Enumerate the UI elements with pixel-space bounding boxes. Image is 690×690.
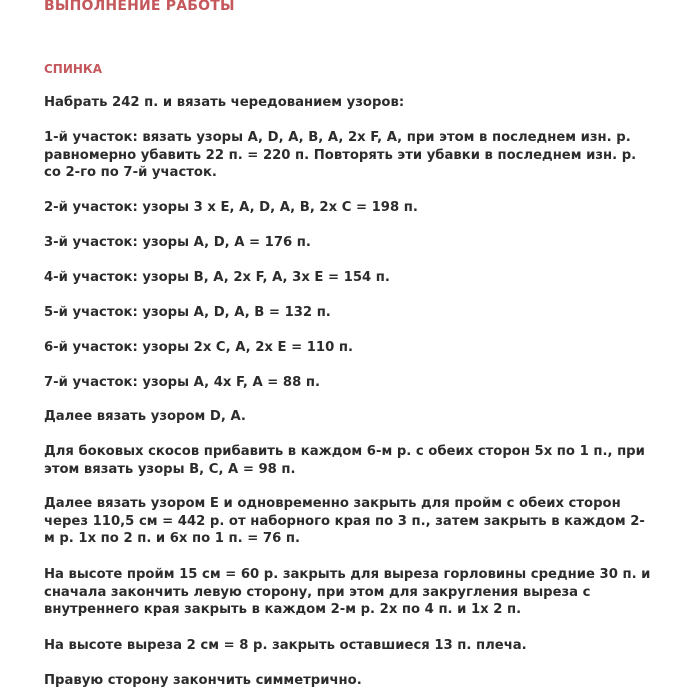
paragraph-neckline: На высоте пройм 15 см = 60 р. закрыть для выреза горловины средние 30 п. и сначала закончить левую сторону, при этом для закругления выреза с внутреннего края закрыть в каждом 2-м р. 2x по 4 п. и 1x 2 п. xyxy=(44,567,651,617)
paragraph-right-side: Правую сторону закончить симметрично. xyxy=(44,673,362,688)
paragraph-section-6: 6-й участок: узоры 2x C, A, 2x E = 110 п. xyxy=(44,340,353,355)
paragraph-section-1: 1-й участок: вязать узоры A, D, A, B, A, 2x F, A, при этом в последнем изн. р. равномерно убавить 22 п. = 220 п. Повторять эти убавки в последнем изн. р. со 2-го по 7-й участок. xyxy=(44,130,637,180)
paragraph-shoulder: На высоте выреза 2 см = 8 р. закрыть оставшиеся 13 п. плеча. xyxy=(44,638,527,653)
paragraph-section-7: 7-й участок: узоры A, 4x F, A = 88 п. xyxy=(44,375,320,390)
paragraph-continue: Далее вязать узором D, A. xyxy=(44,409,246,424)
paragraph-armholes: Далее вязать узором E и одновременно закрыть для пройм с обеих сторон через 110,5 см = 442 р. от наборного края по 3 п., затем закрыть в каждом 2- м р. 1x по 2 п. и 6x по 1 п. = 76 п. xyxy=(44,496,645,546)
section-title: СПИНКА xyxy=(44,62,103,76)
paragraph-section-2: 2-й участок: узоры 3 x E, A, D, A, B, 2x C = 198 п. xyxy=(44,200,418,215)
paragraph-section-4: 4-й участок: узоры B, A, 2x F, A, 3x E = 154 п. xyxy=(44,270,390,285)
paragraph-side-shaping: Для боковых скосов прибавить в каждом 6-м р. с обеих сторон 5x по 1 п., при этом вязать узоры B, C, A = 98 п. xyxy=(44,444,645,477)
paragraph-cast-on: Набрать 242 п. и вязать чередованием узоров: xyxy=(44,95,405,110)
page-title: ВЫПОЛНЕНИЕ РАБОТЫ xyxy=(44,0,235,14)
paragraph-section-5: 5-й участок: узоры A, D, A, B = 132 п. xyxy=(44,305,331,320)
paragraph-section-3: 3-й участок: узоры A, D, A = 176 п. xyxy=(44,235,311,250)
